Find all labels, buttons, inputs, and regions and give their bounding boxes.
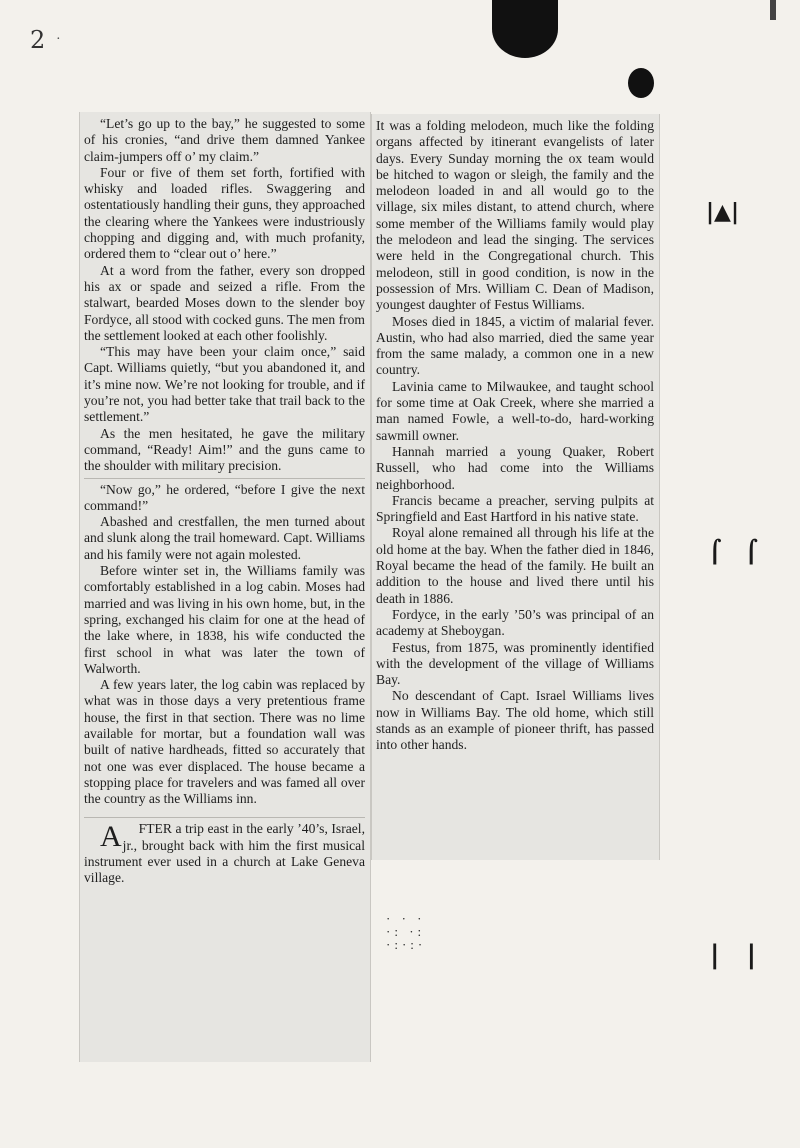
paragraph: Before winter set in, the Williams family was comfortably established in a log cabin. Moses had married and was living in his own home, but, in the spring, exchanged his claim for one at the head of the lake where, in 1838, his wife conducted the first school in what was later the town of Walworth. (84, 563, 365, 676)
binding-mark-2: ⌠ ⌠ (708, 540, 758, 565)
paragraph: Lavinia came to Milwaukee, and taught school for some time at Oak Creek, where she married a man named Fowle, a well-to-do, hard-working sawmill owner. (376, 378, 654, 443)
paragraph: It was a folding melodeon, much like the folding organs affected by itinerant evangelists of later days. Every Sunday morning the ox team would be hitched to wagon or sleigh, the family and the melodeon loaded in and all would go to the village, six miles distant, to attend church, where some member of the Williams family would play the melodeon and lead the singing. The services were held in the Congregational church. This melodeon, still in good condition, is now in the possession of Mrs. William C. Dean of Madison, youngest daughter of Festus Williams. (376, 118, 654, 313)
paragraph: Francis became a preacher, serving pulpits at Springfield and East Hartford in his native state. (376, 492, 654, 525)
paragraph: Royal alone remained all through his life at the old home at the bay. When the father died in 1846, Royal became the head of the family. He built an addition to the house and lived there until his death in 1886. (376, 525, 654, 606)
paragraph: A few years later, the log cabin was replaced by what was in those days a very pretentious frame house, the first in that section. There was no lime available for mortar, but a foundation wall was built of native hardheads, fitted so accurately that not one was ever displaced. The house became a stopping place for travelers and was famed all over the country as the Williams inn. (84, 677, 365, 807)
page-number: 2 (30, 26, 46, 54)
section-divider (84, 817, 365, 818)
paragraph: No descendant of Capt. Israel Williams lives now in Williams Bay. The old home, which still stands as an example of pioneer thrift, has passed into other hands. (376, 688, 654, 753)
paragraph: Festus, from 1875, was prominently identified with the development of the village of Williams Bay. (376, 639, 654, 688)
paragraph: At a word from the father, every son dropped his ax or spade and seized a rifle. From the stalwart, bearded Moses down to the slender boy Fordyce, all stood with cocked guns. The men from the settlement looked at each other foolishly. (84, 262, 365, 343)
paragraph: “Let’s go up to the bay,” he suggested to some of his cronies, “and drive them damned Yankee claim-jumpers off o’ my claim.” (84, 116, 365, 164)
paragraph: Moses died in 1845, a victim of malarial fever. Austin, who had also married, died the same year from the same malady, a common one in a new country. (376, 313, 654, 378)
paragraph: Abashed and crestfallen, the men turned about and slunk along the trail homeward. Capt. Williams and his family were not again molested. (84, 514, 365, 562)
paragraph: Hannah married a young Quaker, Robert Russell, who had come into the Williams neighborhood. (376, 443, 654, 492)
page-number-dot: · (56, 32, 61, 47)
corner-mark (770, 0, 776, 20)
binding-mark-3: | | (710, 940, 757, 970)
perforation-dots: · · · ·: ·: ·:·:· (386, 911, 427, 952)
dropcap-paragraph-text: FTER a trip east in the early ’40’s, Israel, jr., brought back with him the first musical instrument ever used in a church at Lake Geneva village. (84, 821, 365, 886)
paragraph: “Now go,” he ordered, “before I give the next command!” (84, 481, 365, 513)
drop-cap: A (100, 820, 122, 854)
clipping-right-column (371, 114, 660, 860)
paragraph: As the men hesitated, he gave the military command, “Ready! Aim!” and the guns came to the shoulder with military precision. (84, 425, 365, 474)
ink-blot-small (628, 68, 654, 98)
paragraph: Four or five of them set forth, fortified with whisky and loaded rifles. Swaggering and ostentatiously handling their guns, they approached the clearing where the Yankees were industriously chopping and digging and, with much profanity, ordered them to “clear out o’ here.” (84, 164, 365, 262)
binding-mark-1: |▲| (706, 200, 739, 225)
paragraph: “This may have been your claim once,” said Capt. Williams quietly, “but you abandoned it, and it’s mine now. We’re not looking for trouble, and if you’re not, you had better take that trail back to the settlement.” (84, 344, 365, 425)
clipping-left-column (79, 112, 371, 1062)
section-divider (84, 478, 365, 479)
paragraph: Fordyce, in the early ’50’s was principal of an academy at Sheboygan. (376, 606, 654, 639)
dropcap-paragraph (84, 821, 365, 886)
ink-blot-top (492, 0, 558, 58)
